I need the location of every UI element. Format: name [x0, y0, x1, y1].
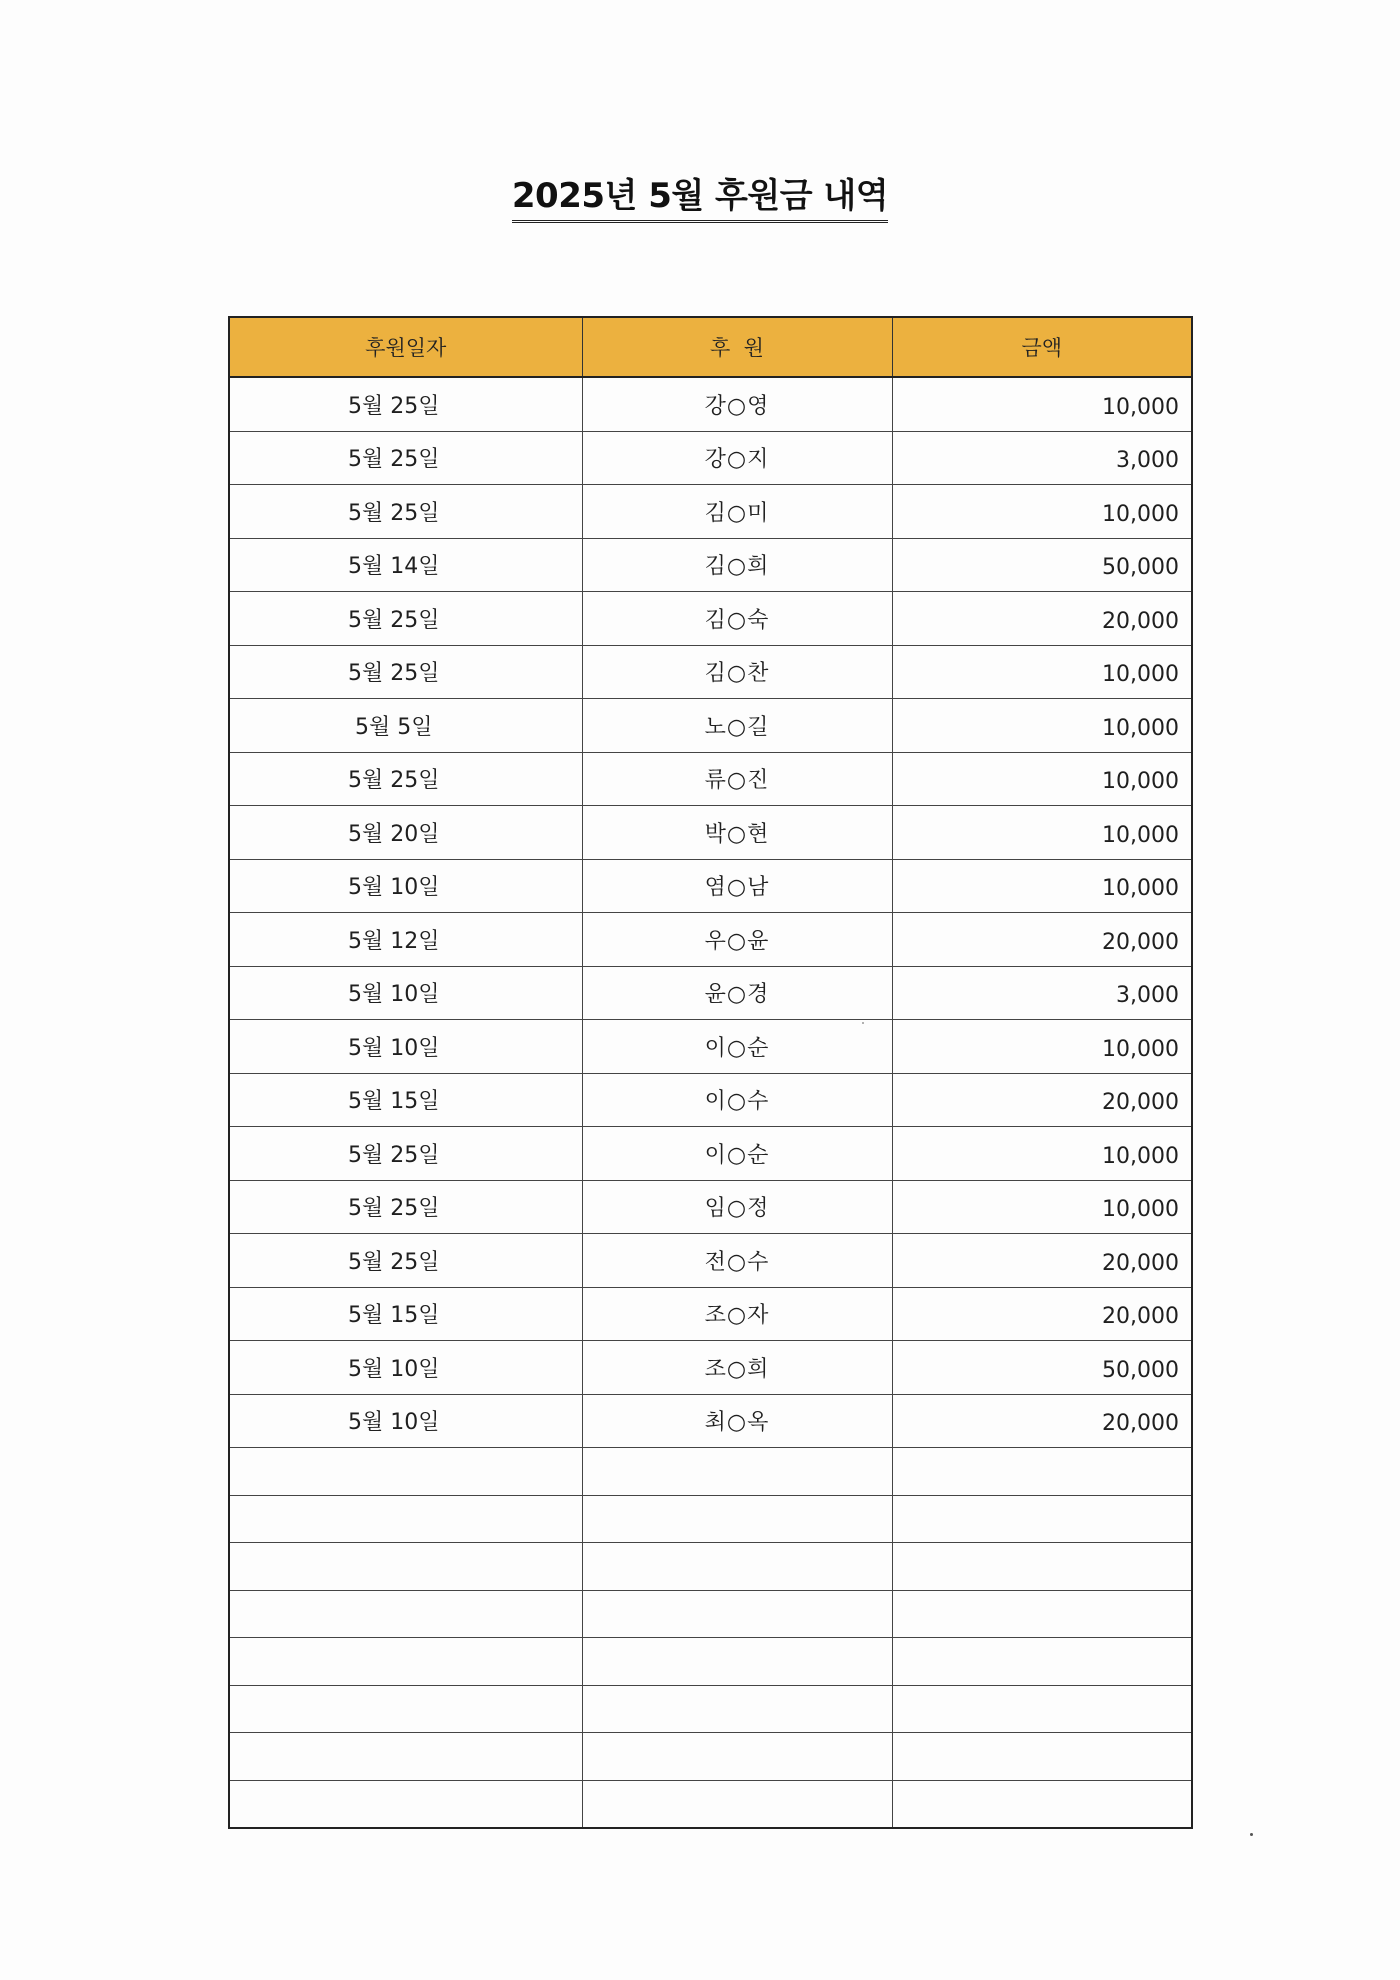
scan-speck [862, 1022, 864, 1024]
date-cell: 5월 25일 [229, 1127, 582, 1181]
empty-cell [229, 1780, 582, 1828]
header-amount: 금액 [892, 317, 1192, 377]
amount-cell: 3,000 [892, 431, 1192, 485]
amount-cell: 20,000 [892, 1073, 1192, 1127]
table-row [229, 1127, 1192, 1181]
empty-cell [229, 1733, 582, 1781]
donor-cell: 김○희 [582, 538, 892, 592]
donor-cell: 강○지 [582, 431, 892, 485]
amount-cell: 50,000 [892, 1341, 1192, 1395]
header-date: 후원일자 [229, 317, 582, 377]
amount-cell: 10,000 [892, 1127, 1192, 1181]
donor-cell: 김○미 [582, 485, 892, 539]
table-row [229, 752, 1192, 806]
table-row [229, 1394, 1192, 1448]
amount-cell: 20,000 [892, 913, 1192, 967]
table-row [229, 1073, 1192, 1127]
date-cell: 5월 10일 [229, 1341, 582, 1395]
donor-cell: 류○진 [582, 752, 892, 806]
table-row [229, 859, 1192, 913]
donor-cell: 박○현 [582, 806, 892, 860]
empty-table-row [229, 1543, 1192, 1591]
donor-cell: 조○희 [582, 1341, 892, 1395]
date-cell: 5월 25일 [229, 431, 582, 485]
empty-cell [229, 1448, 582, 1496]
empty-cell [582, 1543, 892, 1591]
empty-cell [582, 1495, 892, 1543]
empty-cell [892, 1638, 1192, 1686]
amount-cell: 10,000 [892, 377, 1192, 431]
table-row [229, 1341, 1192, 1395]
empty-cell [892, 1685, 1192, 1733]
empty-cell [892, 1733, 1192, 1781]
empty-cell [892, 1543, 1192, 1591]
date-cell: 5월 25일 [229, 645, 582, 699]
table-row [229, 913, 1192, 967]
donor-cell: 최○옥 [582, 1394, 892, 1448]
table-header-row [229, 317, 1192, 377]
table-row [229, 645, 1192, 699]
amount-cell: 10,000 [892, 1180, 1192, 1234]
empty-table-row [229, 1733, 1192, 1781]
table-row [229, 485, 1192, 539]
amount-cell: 20,000 [892, 1234, 1192, 1288]
date-cell: 5월 25일 [229, 1180, 582, 1234]
amount-cell: 10,000 [892, 485, 1192, 539]
date-cell: 5월 25일 [229, 752, 582, 806]
date-cell: 5월 15일 [229, 1287, 582, 1341]
date-cell: 5월 10일 [229, 1020, 582, 1074]
table-row [229, 1180, 1192, 1234]
table-row [229, 1234, 1192, 1288]
amount-cell: 10,000 [892, 752, 1192, 806]
date-cell: 5월 25일 [229, 377, 582, 431]
amount-cell: 10,000 [892, 699, 1192, 753]
donation-table [228, 316, 1193, 1829]
page-title: 2025년 5월 후원금 내역 [512, 176, 888, 223]
donor-cell: 이○순 [582, 1020, 892, 1074]
empty-cell [582, 1685, 892, 1733]
table-row [229, 1020, 1192, 1074]
amount-cell: 10,000 [892, 1020, 1192, 1074]
donor-cell: 김○찬 [582, 645, 892, 699]
empty-table-row [229, 1638, 1192, 1686]
donor-cell: 이○순 [582, 1127, 892, 1181]
empty-cell [582, 1733, 892, 1781]
empty-cell [582, 1638, 892, 1686]
table-body [229, 377, 1192, 1828]
donor-cell: 조○자 [582, 1287, 892, 1341]
amount-cell: 10,000 [892, 859, 1192, 913]
empty-cell [582, 1780, 892, 1828]
empty-table-row [229, 1685, 1192, 1733]
amount-cell: 10,000 [892, 645, 1192, 699]
date-cell: 5월 20일 [229, 806, 582, 860]
empty-table-row [229, 1780, 1192, 1828]
empty-cell [229, 1685, 582, 1733]
empty-cell [892, 1448, 1192, 1496]
amount-cell: 3,000 [892, 966, 1192, 1020]
table-row [229, 592, 1192, 646]
date-cell: 5월 15일 [229, 1073, 582, 1127]
date-cell: 5월 12일 [229, 913, 582, 967]
donor-cell: 우○윤 [582, 913, 892, 967]
donor-cell: 임○정 [582, 1180, 892, 1234]
table-row [229, 377, 1192, 431]
amount-cell: 50,000 [892, 538, 1192, 592]
amount-cell: 20,000 [892, 1287, 1192, 1341]
date-cell: 5월 10일 [229, 859, 582, 913]
donor-cell: 이○수 [582, 1073, 892, 1127]
empty-cell [892, 1780, 1192, 1828]
scan-speck [1250, 1833, 1253, 1836]
empty-cell [582, 1590, 892, 1638]
title-area [0, 176, 1400, 223]
empty-cell [892, 1590, 1192, 1638]
date-cell: 5월 25일 [229, 1234, 582, 1288]
donor-cell: 강○영 [582, 377, 892, 431]
table-row [229, 431, 1192, 485]
empty-table-row [229, 1448, 1192, 1496]
date-cell: 5월 10일 [229, 1394, 582, 1448]
header-donor: 후 원 [582, 317, 892, 377]
date-cell: 5월 10일 [229, 966, 582, 1020]
table-row [229, 806, 1192, 860]
amount-cell: 20,000 [892, 592, 1192, 646]
donor-cell: 전○수 [582, 1234, 892, 1288]
date-cell: 5월 25일 [229, 485, 582, 539]
donor-cell: 염○남 [582, 859, 892, 913]
empty-cell [229, 1638, 582, 1686]
table-row [229, 538, 1192, 592]
empty-table-row [229, 1590, 1192, 1638]
table-row [229, 699, 1192, 753]
donor-cell: 김○숙 [582, 592, 892, 646]
empty-cell [229, 1590, 582, 1638]
donor-cell: 노○길 [582, 699, 892, 753]
empty-table-row [229, 1495, 1192, 1543]
empty-cell [229, 1495, 582, 1543]
table-row [229, 1287, 1192, 1341]
donation-table-container [228, 316, 1191, 1829]
empty-cell [229, 1543, 582, 1591]
date-cell: 5월 14일 [229, 538, 582, 592]
donor-cell: 윤○경 [582, 966, 892, 1020]
empty-cell [892, 1495, 1192, 1543]
table-row [229, 966, 1192, 1020]
amount-cell: 20,000 [892, 1394, 1192, 1448]
amount-cell: 10,000 [892, 806, 1192, 860]
empty-cell [582, 1448, 892, 1496]
date-cell: 5월 25일 [229, 592, 582, 646]
date-cell: 5월 5일 [229, 699, 582, 753]
